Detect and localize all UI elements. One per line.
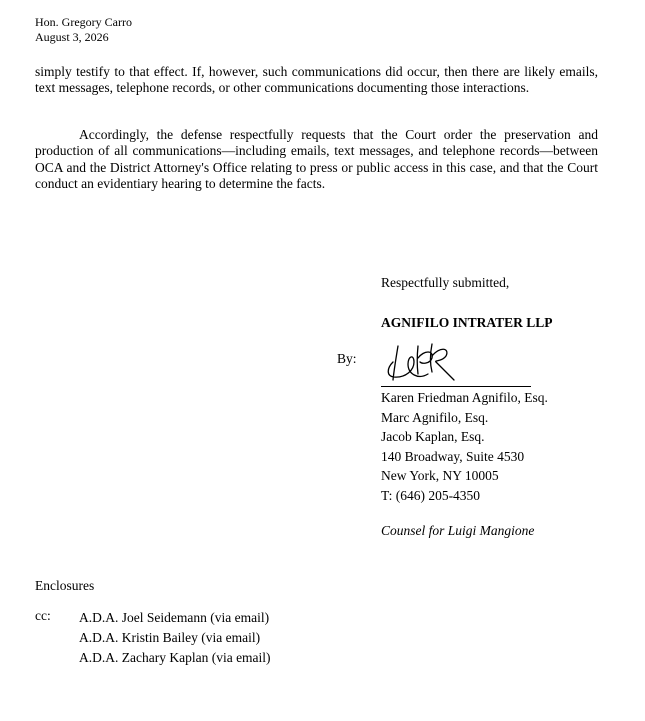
cc-recipient: A.D.A. Joel Seidemann (via email) — [79, 610, 270, 625]
attorney-list — [381, 388, 548, 505]
cc-recipient: A.D.A. Kristin Bailey (via email) — [79, 630, 261, 645]
cc-recipient: A.D.A. Zachary Kaplan (via email) — [79, 650, 271, 665]
by-label: By: — [337, 351, 357, 366]
firm-name: AGNIFILO INTRATER LLP — [381, 315, 553, 330]
attorney-name: Marc Agnifilo, Esq. — [381, 409, 489, 425]
enclosures-label: Enclosures — [35, 578, 95, 593]
letter-header — [35, 15, 132, 45]
address-line-1: 140 Broadway, Suite 4530 — [381, 448, 525, 464]
body-paragraph-2: Accordingly, the defense respectfully requests that the Court order the preservation and production of all communications—including emails, text messages, and telephone records—between OCA and the District Attorney's Office relating to press or public access in this case, and that the Court conduct an evidentiary hearing to determine the facts. — [35, 127, 598, 192]
signature-line — [381, 386, 531, 387]
letter-date: August 3, 2026 — [35, 30, 109, 44]
counsel-for-line: Counsel for Luigi Mangione — [381, 523, 535, 538]
cc-list — [79, 608, 271, 668]
phone-number: T: (646) 205-4350 — [381, 487, 481, 503]
recipient-name: Hon. Gregory Carro — [35, 15, 132, 29]
address-line-2: New York, NY 10005 — [381, 468, 499, 483]
closing-line: Respectfully submitted, — [381, 275, 510, 290]
cc-label: cc: — [35, 608, 51, 623]
body-paragraph-1: simply testify to that effect. If, however, such communications did occur, then there are likely emails, text messages, telephone records, or other communications documenting those interactions. — [35, 64, 598, 96]
handwritten-signature — [384, 340, 464, 386]
attorney-name: Jacob Kaplan, Esq. — [381, 429, 485, 444]
attorney-name: Karen Friedman Agnifilo, Esq. — [381, 390, 548, 405]
